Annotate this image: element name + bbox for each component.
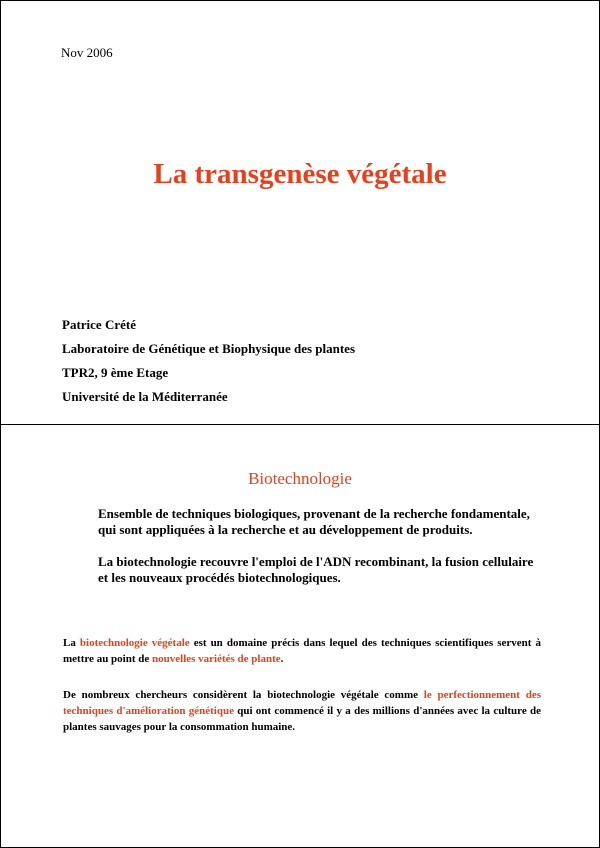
text-run: est un domaine précis dans lequel des techniques scientifiques servent à mettre au point de xyxy=(63,637,541,665)
building-location: TPR2, 9 ème Etage xyxy=(62,365,169,380)
main-title: La transgenèse végétale xyxy=(153,158,447,190)
text-run: . xyxy=(280,653,284,665)
definition-text: Ensemble de techniques biologiques, provenant de la recherche fondamentale, xyxy=(98,506,530,521)
text-run: De nombreux chercheurs considèrent la biotechnologie végétale comme xyxy=(63,689,424,701)
slide-date: Nov 2006 xyxy=(61,45,113,60)
highlight-new-varieties: nouvelles variétés de plante xyxy=(152,653,281,665)
slide-biotechnologie xyxy=(0,424,600,848)
highlight-plant-biotech: biotechnologie végétale xyxy=(79,637,190,649)
text-run: La xyxy=(63,637,80,649)
author-block xyxy=(62,313,355,409)
highlight-genetic-improvement: le perfectionnement des techniques d'amélioration génétique xyxy=(63,689,541,717)
definition-text: qui sont appliquées à la recherche et au développement de produits. xyxy=(98,522,473,537)
definition-text: La biotechnologie recouvre l'emploi de l'ADN recombinant, la fusion cellulaire xyxy=(98,554,534,569)
university-name: Université de la Méditerranée xyxy=(62,389,228,404)
definition-line-1 xyxy=(98,506,533,538)
definition-text: et les nouveaux procédés biotechnologiques. xyxy=(98,570,341,585)
section-title: Biotechnologie xyxy=(248,469,352,488)
definition-block xyxy=(98,506,533,586)
definition-line-2 xyxy=(98,554,533,586)
paragraph-plant-biotech xyxy=(63,635,541,667)
author-name: Patrice Crété xyxy=(62,317,136,332)
paragraph-researchers xyxy=(63,687,541,735)
laboratory-name: Laboratoire de Génétique et Biophysique des plantes xyxy=(62,341,356,356)
text-run: qui ont commencé il y a des millions d'années avec la culture de plantes sauvages pour la consommation humaine. xyxy=(63,705,541,733)
